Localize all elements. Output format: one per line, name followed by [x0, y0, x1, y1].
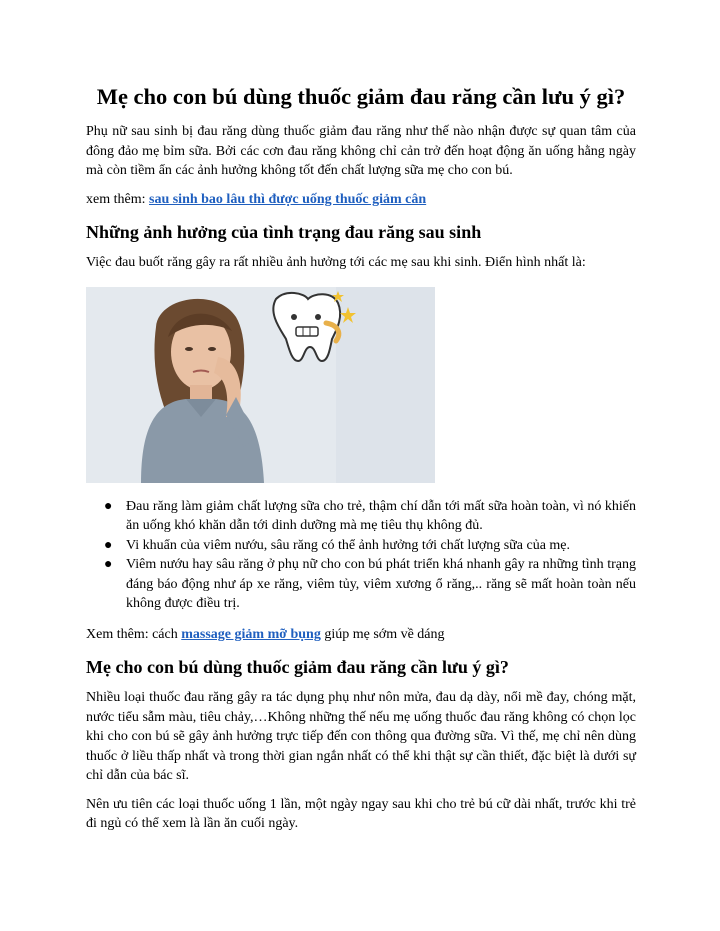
section-lead: Việc đau buốt răng gây ra rất nhiều ảnh hưởng tới các mẹ sau khi sinh. Điển hình nhất là: — [86, 255, 586, 270]
section-heading-medication: Mẹ cho con bú dùng thuốc giảm đau răng cần lưu ý gì? — [86, 657, 509, 677]
section-heading-effects: Những ảnh hưởng của tình trạng đau răng sau sinh — [86, 222, 482, 242]
effects-bullet-list — [86, 497, 636, 614]
woman-toothache-illustration — [86, 287, 435, 483]
see-also-prefix: Xem thêm: cách — [86, 626, 182, 642]
article — [86, 82, 636, 834]
medication-paragraph-2: Nên ưu tiên các loại thuốc uống 1 lần, một ngày ngay sau khi cho trẻ bú cữ dài nhất, trước khi trẻ đi ngủ có thể xem là lần ăn cuối ngày. — [86, 796, 636, 831]
bullet-icon: ● — [104, 498, 113, 514]
weight-loss-link[interactable]: sau sinh bao lâu thì được uống thuốc giảm cân — [149, 191, 427, 207]
bullet-icon: ● — [104, 557, 113, 572]
list-item: ● Đau răng làm giảm chất lượng sữa cho trẻ, thậm chí dẫn tới mất sữa hoàn toàn, vì nó khiến ăn uống khó khăn dẫn tới dinh dưỡng mà mẹ tiêu thụ không đủ. — [104, 498, 636, 533]
bullet-icon: ● — [104, 537, 113, 553]
see-also-suffix: giúp mẹ sớm về dáng — [320, 626, 445, 642]
see-also-prefix: xem thêm: — [86, 191, 149, 207]
page-title: Mẹ cho con bú dùng thuốc giảm đau răng cần lưu ý gì? — [96, 84, 626, 109]
see-also-line-2 — [86, 625, 636, 645]
list-item: ● Vi khuẩn của viêm nướu, sâu răng có thể ảnh hưởng tới chất lượng sữa của mẹ. — [126, 536, 636, 556]
intro-paragraph: Phụ nữ sau sinh bị đau răng dùng thuốc giảm đau răng như thế nào nhận được sự quan tâm của đông đảo mẹ bỉm sữa. Bởi các cơn đau răng không chỉ cản trở đến hoạt động ăn uống hằng ngày mà còn tiềm ẩn các ảnh hưởng không tốt đến chất lượng sữa mẹ cho con bú. — [86, 124, 636, 178]
see-also-line-1 — [86, 190, 636, 210]
belly-massage-link[interactable]: massage giảm mỡ bụng — [181, 626, 321, 642]
medication-paragraph-1: Nhiều loại thuốc đau răng gây ra tác dụng phụ như nôn mửa, đau dạ dày, nổi mề đay, chóng mặt, nước tiểu sẫm màu, tiêu chảy,…Không những thế nếu mẹ uống thuốc đau răng không có chọn lọc khi cho con bú sẽ gây ảnh hưởng trực tiếp đến con thông qua đường sữa. Vì thế, mẹ chỉ nên dùng thuốc ở liều thấp nhất và trong thời gian ngắn nhất có thể khi thật sự cần thiết, đặc biệt là dưới sự chỉ dẫn của bác sĩ. — [86, 690, 636, 783]
list-item: ● Viêm nướu hay sâu răng ở phụ nữ cho con bú phát triển khá nhanh gây ra những tình trạng đáng báo động như áp xe răng, viêm tủy, viêm xương ổ răng,.. răng sẽ mất hoàn toàn nếu không được điều trị. — [104, 557, 636, 611]
article-photo — [86, 287, 435, 483]
